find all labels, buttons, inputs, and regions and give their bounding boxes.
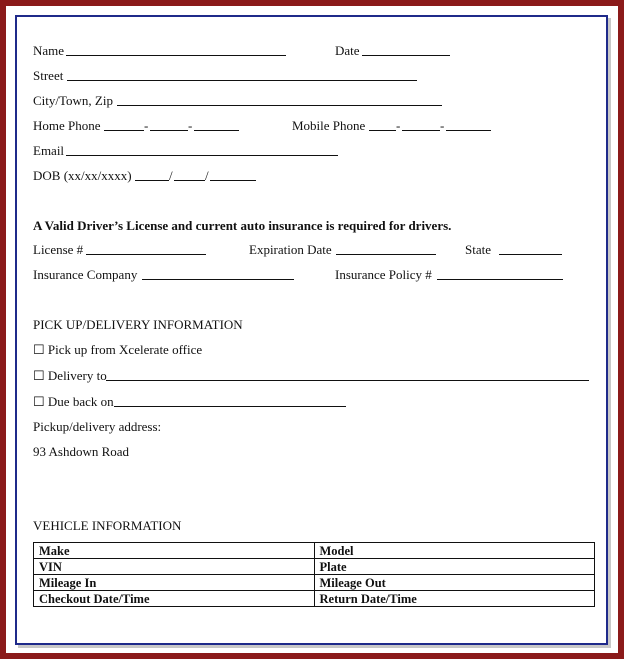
return-datetime-cell[interactable]: Return Date/Time — [314, 591, 595, 607]
street-label: Street — [33, 68, 64, 83]
table-row — [34, 591, 595, 607]
table-row — [34, 543, 595, 559]
mobile-phone-area-field[interactable] — [369, 130, 396, 131]
mileage-in-cell[interactable]: Mileage In — [34, 575, 315, 591]
slash-separator: / — [205, 168, 209, 183]
insurance-policy-field[interactable] — [437, 279, 563, 280]
make-cell[interactable]: Make — [34, 543, 315, 559]
license-number-label: License # — [33, 242, 84, 257]
mobile-phone-line-field[interactable] — [446, 130, 491, 131]
vehicle-info-heading: VEHICLE INFORMATION — [33, 518, 182, 533]
pickup-address-value: 93 Ashdown Road — [33, 444, 130, 459]
slash-separator: / — [169, 168, 173, 183]
pickup-delivery-heading: PICK UP/DELIVERY INFORMATION — [33, 317, 243, 332]
table-row — [34, 559, 595, 575]
city-zip-label: City/Town, Zip — [33, 93, 113, 108]
expiration-date-label: Expiration Date — [249, 242, 332, 257]
dash-separator: - — [396, 118, 401, 133]
pickup-option-checkbox[interactable]: ☐ Pick up from Xcelerate office — [33, 342, 203, 357]
due-back-checkbox[interactable]: ☐ Due back on — [33, 394, 114, 409]
pickup-address-label: Pickup/delivery address: — [33, 419, 162, 434]
plate-cell[interactable]: Plate — [314, 559, 595, 575]
name-field[interactable] — [66, 55, 286, 56]
home-phone-area-field[interactable] — [104, 130, 144, 131]
license-notice: A Valid Driver’s License and current auto insurance is required for drivers. — [33, 218, 452, 233]
dob-day-field[interactable] — [174, 180, 205, 181]
insurance-policy-label: Insurance Policy # — [335, 267, 432, 282]
date-label: Date — [335, 43, 360, 58]
due-back-date-field[interactable] — [114, 406, 346, 407]
state-label: State — [465, 242, 491, 257]
home-phone-label: Home Phone — [33, 118, 101, 133]
email-label: Email — [33, 143, 65, 158]
model-cell[interactable]: Model — [314, 543, 595, 559]
expiration-date-field[interactable] — [336, 254, 436, 255]
dob-label: DOB (xx/xx/xxxx) — [33, 168, 132, 183]
table-row — [34, 575, 595, 591]
home-phone-line-field[interactable] — [194, 130, 239, 131]
name-label: Name — [33, 43, 65, 58]
street-field[interactable] — [67, 80, 417, 81]
vin-cell[interactable]: VIN — [34, 559, 315, 575]
state-field[interactable] — [499, 254, 562, 255]
city-zip-field[interactable] — [117, 105, 442, 106]
dash-separator: - — [144, 118, 149, 133]
dob-month-field[interactable] — [135, 180, 169, 181]
dash-separator: - — [188, 118, 193, 133]
vehicle-info-table — [33, 542, 595, 607]
insurance-company-label: Insurance Company — [33, 267, 138, 282]
dob-year-field[interactable] — [210, 180, 256, 181]
delivery-address-field[interactable] — [106, 380, 589, 381]
insurance-company-field[interactable] — [142, 279, 294, 280]
email-field[interactable] — [66, 155, 338, 156]
date-field[interactable] — [362, 55, 450, 56]
license-number-field[interactable] — [86, 254, 206, 255]
mileage-out-cell[interactable]: Mileage Out — [314, 575, 595, 591]
mobile-phone-prefix-field[interactable] — [402, 130, 440, 131]
home-phone-prefix-field[interactable] — [150, 130, 188, 131]
mobile-phone-label: Mobile Phone — [292, 118, 366, 133]
delivery-option-checkbox[interactable]: ☐ Delivery to — [33, 368, 107, 383]
dash-separator: - — [440, 118, 445, 133]
checkout-datetime-cell[interactable]: Checkout Date/Time — [34, 591, 315, 607]
